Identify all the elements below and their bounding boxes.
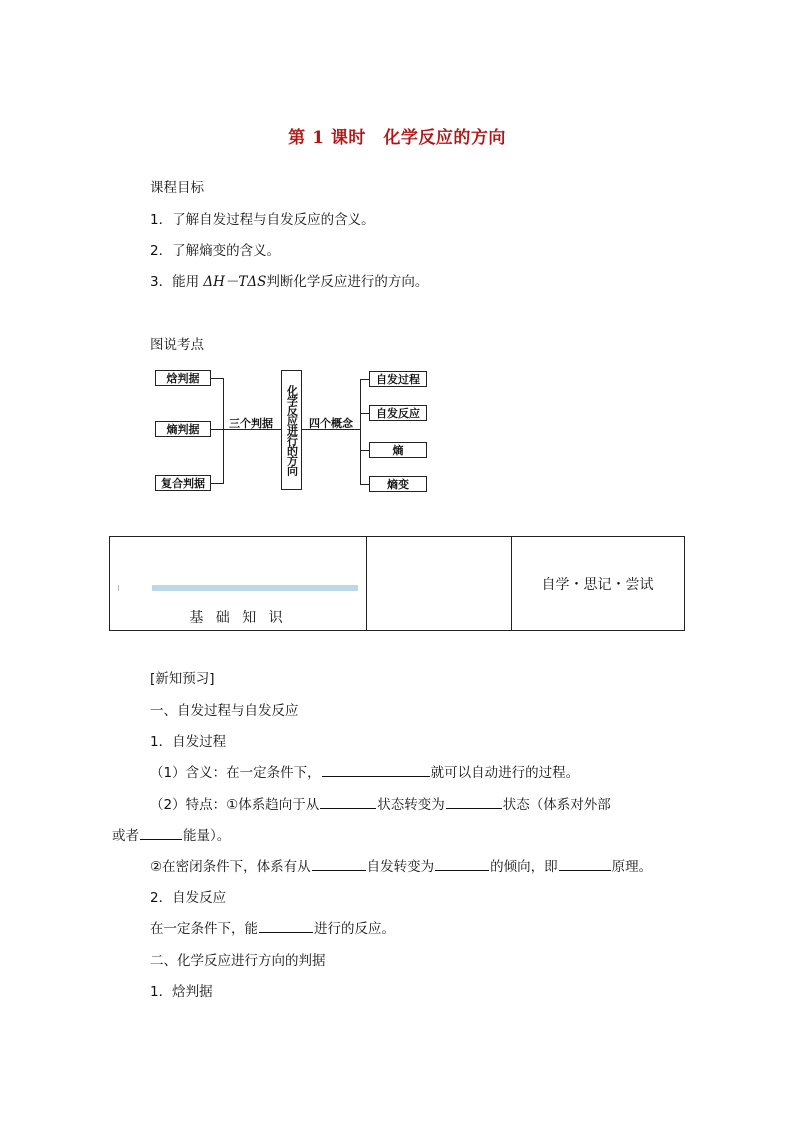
connector	[360, 379, 369, 380]
connector	[211, 429, 223, 430]
section-1-heading: 一、自发过程与自发反应	[150, 703, 299, 719]
preview-heading: [新知预习]	[150, 671, 215, 687]
text: 或者	[112, 828, 139, 844]
text: 状态转变为	[377, 797, 445, 813]
text: 自发转变为	[366, 859, 435, 875]
connector	[211, 378, 223, 379]
fill-blank	[435, 858, 489, 871]
connector	[211, 483, 223, 484]
fill-blank	[140, 827, 182, 840]
goal-item-3	[150, 273, 428, 291]
connector	[360, 450, 369, 451]
center-topic-box: 化学反应进行的方向	[281, 370, 302, 490]
goal-item-2: 2．了解熵变的含义。	[150, 243, 281, 259]
text: （2）特点：①体系趋向于从	[150, 797, 320, 813]
text: 进行的反应。	[314, 921, 395, 937]
text: 在一定条件下，能	[150, 921, 258, 937]
fill-blank	[559, 858, 611, 871]
connector	[360, 413, 369, 414]
fill-blank	[446, 796, 502, 809]
section-2-heading: 二、化学反应进行方向的判据	[150, 953, 326, 969]
diagram-heading: 图说考点	[150, 337, 204, 353]
subsection-3: 1．焓判据	[150, 984, 213, 1000]
connector	[360, 484, 369, 485]
text: 能量）。	[183, 828, 231, 844]
bracket-left	[223, 378, 224, 484]
box-composite-criterion: 复合判据	[155, 475, 211, 491]
basic-knowledge-label: 基 础 知 识	[189, 610, 287, 626]
fill-blank	[259, 920, 313, 933]
banner-middle-cell	[366, 537, 512, 630]
box-entropy-criterion: 熵判据	[155, 421, 211, 437]
box-spontaneous-process: 自发过程	[369, 371, 427, 387]
banner-left-cell	[110, 537, 367, 630]
bracket-right	[360, 379, 361, 484]
banner-tick	[118, 585, 119, 591]
text: 就可以自动进行的过程。	[430, 765, 580, 781]
goal-item-3-suffix: 判断化学反应进行的方向。	[266, 274, 429, 290]
goal-item-1: 1．了解自发过程与自发反应的含义。	[150, 212, 375, 228]
box-entropy: 熵	[369, 442, 427, 458]
banner-bar	[152, 585, 358, 591]
fill-blank	[312, 858, 366, 871]
feature-line	[150, 796, 611, 814]
box-entropy-change: 熵变	[369, 476, 427, 492]
spontaneous-reaction-line	[150, 920, 395, 938]
closed-system-line	[150, 858, 652, 876]
three-criteria-label: 三个判据	[229, 417, 273, 430]
text: 原理。	[611, 859, 653, 875]
page-title: 第 1 课时 化学反应的方向	[288, 128, 506, 148]
text: （1）含义：在一定条件下，	[150, 765, 321, 781]
text: ②在密闭条件下，体系有从	[150, 859, 311, 875]
four-concepts-label: 四个概念	[309, 417, 353, 430]
goals-heading: 课程目标	[150, 180, 204, 196]
fill-blank	[322, 764, 430, 777]
subsection-2: 2．自发反应	[150, 890, 227, 906]
box-spontaneous-reaction: 自发反应	[369, 405, 427, 421]
section-banner	[109, 536, 685, 631]
banner-right-label: 自学・思记・尝试	[541, 576, 654, 593]
box-enthalpy-criterion: 焓判据	[155, 370, 211, 386]
definition-line	[150, 764, 579, 782]
subsection-1: 1．自发过程	[150, 734, 227, 750]
formula: ΔH－TΔS	[203, 274, 267, 290]
text: 状态（体系对外部	[502, 797, 611, 813]
fill-blank	[320, 796, 376, 809]
feature-line-cont	[112, 827, 230, 845]
text: 的倾向，即	[490, 859, 558, 875]
goal-item-3-prefix: 3．能用	[150, 274, 204, 290]
